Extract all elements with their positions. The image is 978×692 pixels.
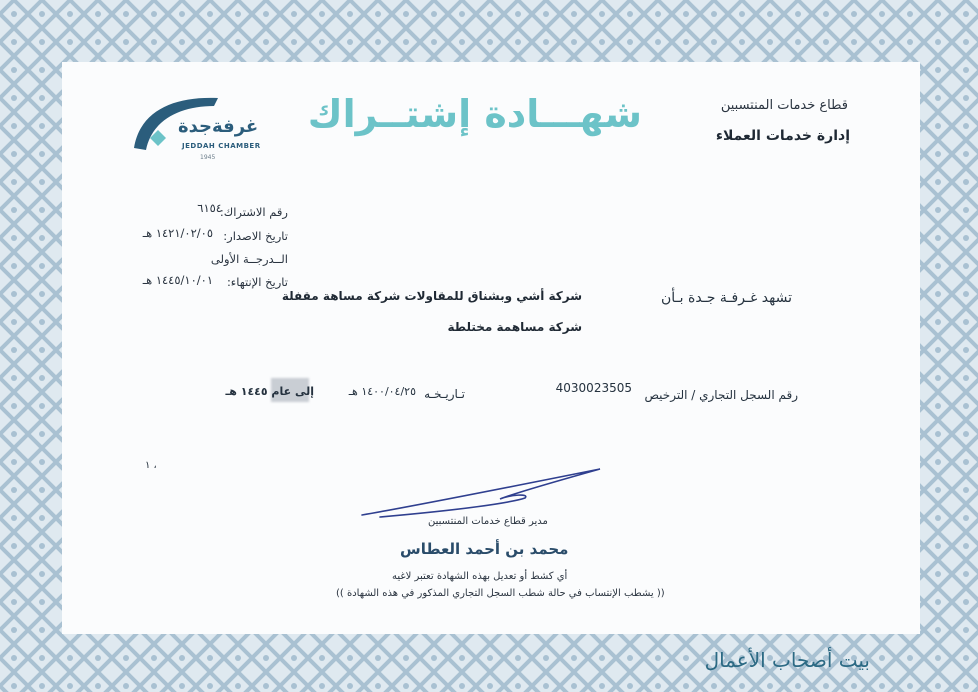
certificate-title: شهـــادة إشتــراك [307,92,642,136]
membership-grade: الــدرجــة الأولى [210,252,288,266]
issue-date-value: ١٤٢١/٠٢/٠٥ هـ [142,226,213,240]
company-name: شركة أشي وبشناق للمقاولات شركة مساهة مقفلة [281,289,582,303]
revocation-note: (( يشطب الإنتساب في حالة شطب السجل التجاري المذكور في هذه الشهادة )) [336,588,665,599]
expiry-date-value: ١٤٤٥/١٠/٠١ هـ [142,273,213,287]
department-name: إدارة خدمات العملاء [715,128,850,144]
membership-number-value: ٦١٥٤ [197,201,222,215]
logo-english-text: JEDDAH CHAMBER [182,142,261,150]
expiry-date-label: تاريخ الإنتهاء: [226,275,288,289]
company-type: شركة مساهمة مختلطة [447,320,582,334]
registration-date-label: تـاريـخـه [424,387,465,401]
issue-date-label: تاريخ الاصدار: [223,229,288,243]
footer-slogan: بيت أصحاب الأعمال [704,648,870,672]
registration-label: رقم السجل التجاري / الترخيص [644,388,798,402]
validity-year: إلى عام ١٤٤٥ هـ [225,385,314,398]
tamper-note: أي كشط أو تعديل بهذه الشهادة تعتبر لاغيه [392,571,568,582]
margin-mark: ١ ، [145,460,157,471]
membership-number-label: رقم الاشتراك: [219,205,288,219]
sector-name: قطاع خدمات المنتسبين [720,98,848,113]
logo-year: 1945 [200,154,216,161]
signatory-name: محمد بن أحمد العطاس [400,540,569,558]
certify-text: تشهد غـرفـة جـدة بـأن [661,290,792,306]
registration-date-value: ١٤٠٠/٠٤/٢٥ هـ [348,385,416,398]
registration-number: 4030023505 [555,381,632,395]
logo-arabic-text: غرفةجدة [178,116,259,137]
signatory-title: مدير قطاع خدمات المنتسبين [428,516,548,527]
